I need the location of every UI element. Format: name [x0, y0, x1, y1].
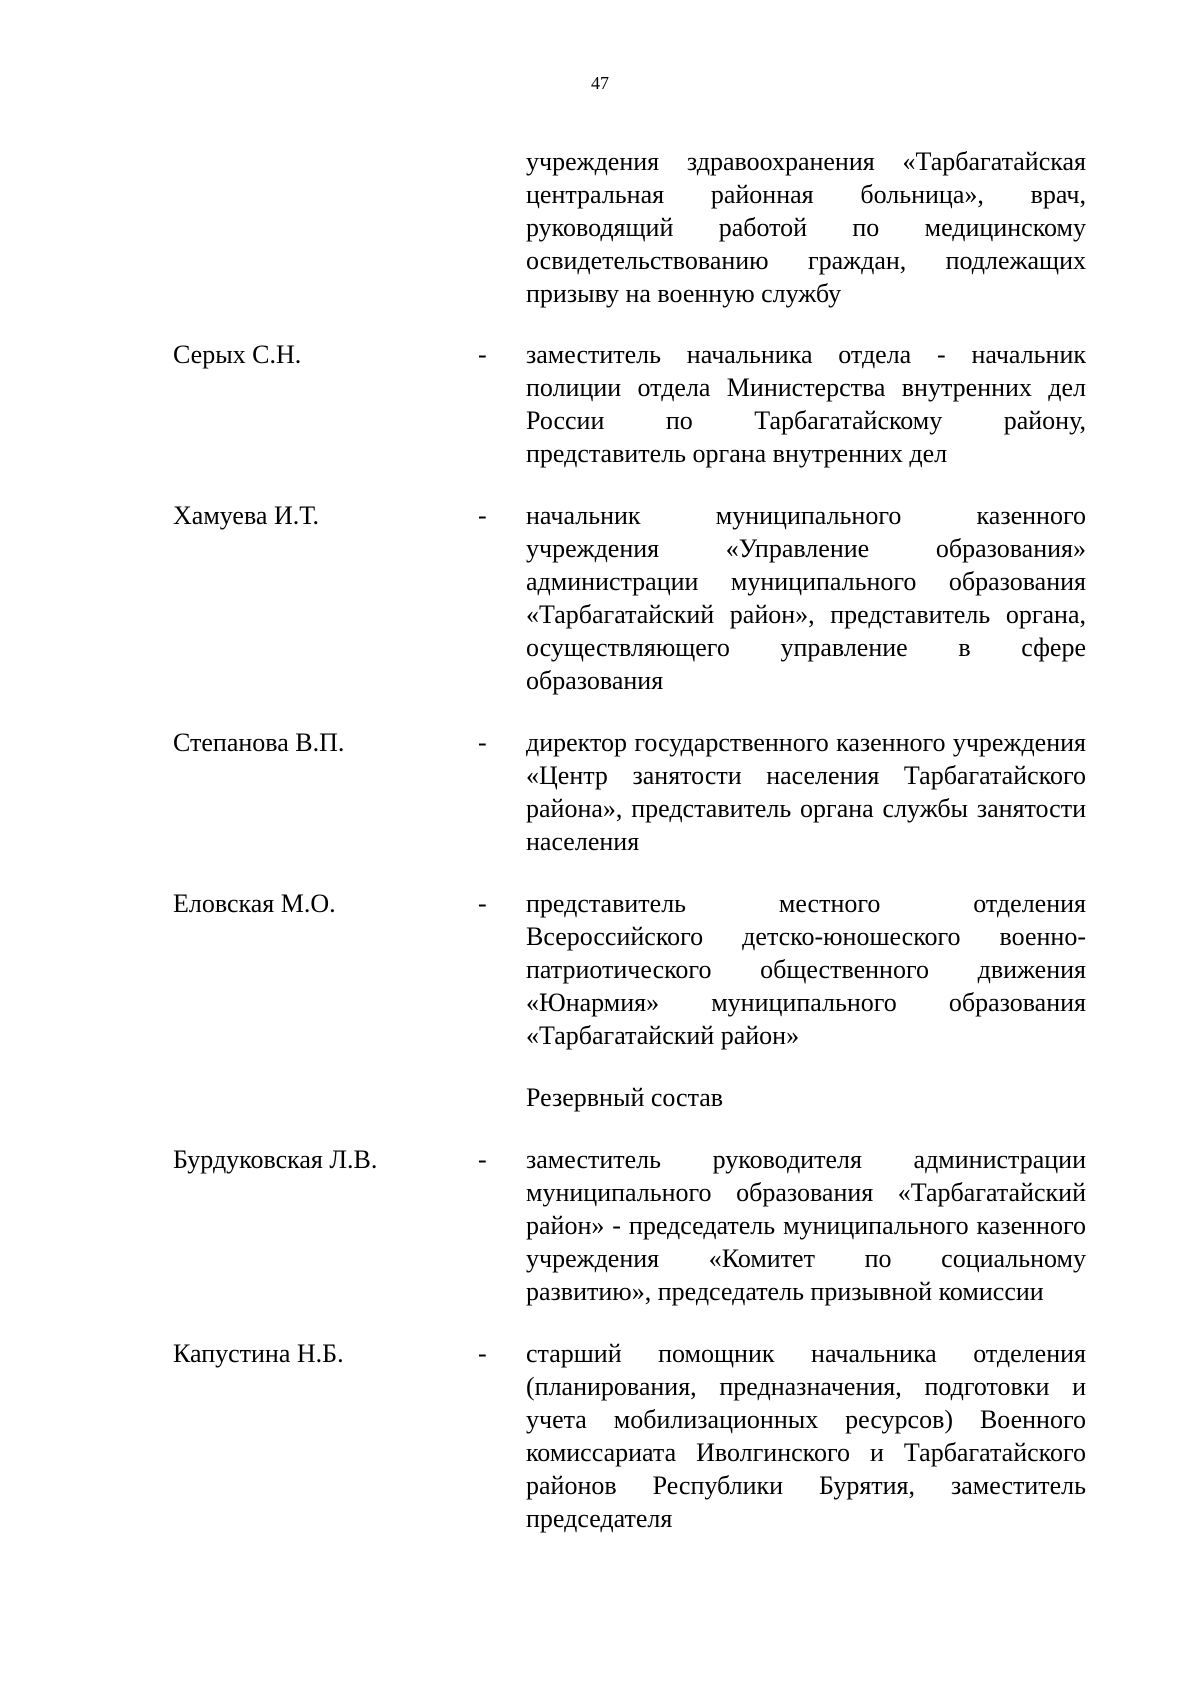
member-dash: - — [478, 1339, 487, 1368]
member-description: заместитель начальника отдела - начальник полиции отдела Министерства внутренних дел России по Тарбагатайскому району, представитель органа внутренних дел — [526, 340, 1086, 468]
member-entry — [0, 338, 1200, 470]
member-name: Еловская М.О. — [173, 889, 336, 918]
commission-member-list — [0, 145, 1200, 1535]
member-dash: - — [478, 728, 487, 757]
reserve-member-entry — [0, 1337, 1200, 1535]
reserve-section — [0, 1081, 1200, 1114]
member-description: учреждения здравоохранения «Тарбагатайская центральная районная больница», врач, руководящий работой по медицинскому освидетельствованию граждан, подлежащих призыву на военную службу — [526, 147, 1086, 308]
member-entry — [0, 726, 1200, 858]
member-dash: - — [478, 889, 487, 918]
member-name: Хамуева И.Т. — [173, 501, 319, 530]
member-description: представитель местного отделения Всероссийского детско-юношеского военно-патриотического общественного движения «Юнармия» муниципального образования «Тарбагатайский район» — [526, 889, 1086, 1050]
reserve-heading: Резервный состав — [526, 1083, 724, 1112]
member-name: Степанова В.П. — [173, 728, 345, 757]
member-dash: - — [478, 1145, 487, 1174]
member-name: Бурдуковская Л.В. — [173, 1145, 378, 1174]
member-description: старший помощник начальника отделения (планирования, предназначения, подготовки и учета мобилизационных ресурсов) Военного комиссариата Иволгинского и Тарбагатайского районов Республики Бурятия, заместитель председателя — [526, 1339, 1086, 1533]
member-entry-continuation — [0, 145, 1200, 310]
member-description: директор государственного казенного учреждения «Центр занятости населения Тарбагатайского района», представитель органа службы занятости населения — [526, 728, 1086, 856]
member-dash: - — [478, 340, 487, 369]
member-description: заместитель руководителя администрации муниципального образования «Тарбагатайский район» - председатель муниципального казенного учреждения «Комитет по социальному развитию», председатель призывной комиссии — [526, 1145, 1086, 1306]
member-name: Серых С.Н. — [173, 340, 302, 369]
page-number: 47 — [591, 73, 609, 93]
member-dash: - — [478, 501, 487, 530]
member-entry — [0, 499, 1200, 697]
member-name: Капустина Н.Б. — [173, 1339, 344, 1368]
member-entry — [0, 887, 1200, 1052]
member-description: начальник муниципального казенного учреждения «Управление образования» администрации муниципального образования «Тарбагатайский район», представитель органа, осуществляющего управление в сфере образования — [526, 501, 1086, 695]
reserve-member-entry — [0, 1143, 1200, 1308]
